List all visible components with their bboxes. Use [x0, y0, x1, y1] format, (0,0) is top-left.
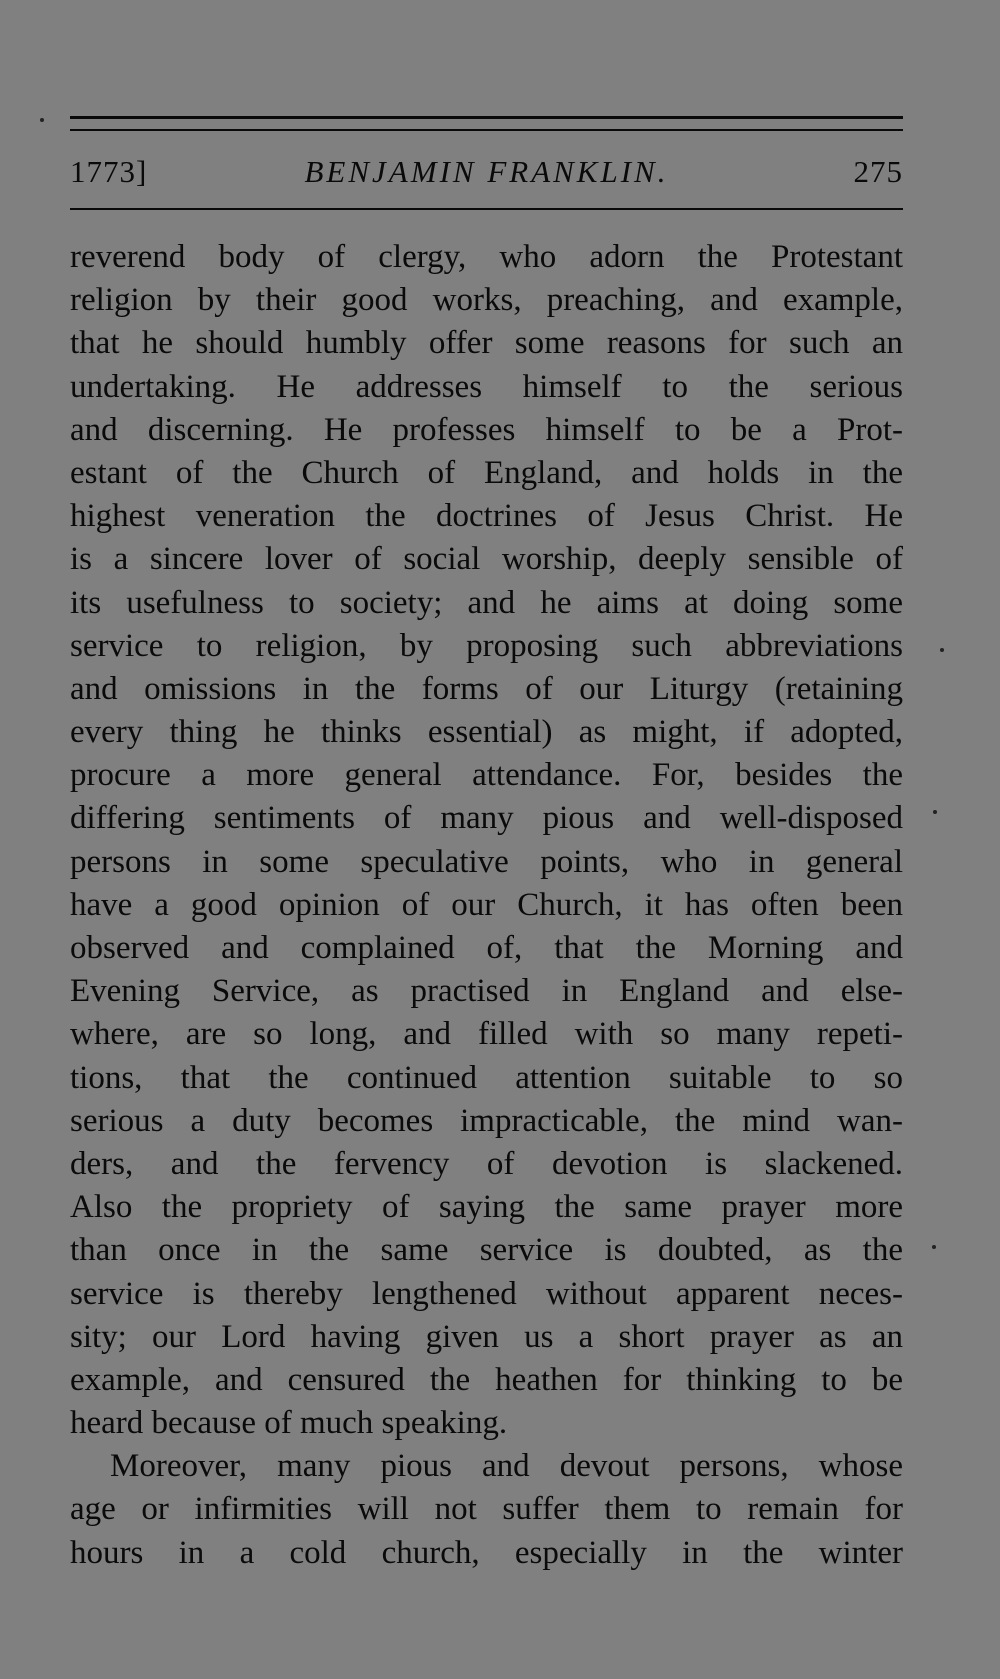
scan-speck — [932, 1245, 936, 1249]
text-line: age or infirmities will not suffer them to remain for — [70, 1491, 903, 1528]
text-line: estant of the Church of England, and holds in the — [70, 454, 903, 491]
text-line: reverend body of clergy, who adorn the Protestant — [70, 239, 903, 275]
paragraph-2 — [70, 1445, 903, 1575]
text-line: service is thereby lengthened without apparent neces- — [70, 1275, 903, 1312]
running-head — [70, 154, 903, 194]
body-text — [70, 236, 903, 1575]
text-line: Also the propriety of saying the same prayer more — [70, 1189, 903, 1226]
text-line: undertaking. He addresses himself to the serious — [70, 368, 903, 405]
running-head-year: 1773] — [70, 154, 148, 189]
text-line: observed and complained of, that the Morning and — [70, 930, 903, 966]
paragraph-1 — [70, 236, 903, 1445]
text-line: Moreover, many pious and devout persons, whose — [110, 1448, 903, 1485]
text-line: heard because of much speaking. — [70, 1405, 508, 1442]
scan-speck — [933, 810, 937, 814]
text-line: hours in a cold church, especially in the winter — [70, 1534, 903, 1571]
text-line: and omissions in the forms of our Liturgy (retaining — [70, 670, 903, 707]
text-line: sity; our Lord having given us a short prayer as an — [70, 1318, 903, 1355]
text-line: is a sincere lover of social worship, deeply sensible of — [70, 541, 903, 578]
text-line: every thing he thinks essential) as might, if adopted, — [70, 714, 903, 751]
text-line: procure a more general attendance. For, besides the — [70, 757, 903, 794]
text-line: service to religion, by proposing such abbreviations — [70, 627, 903, 664]
text-line: its usefulness to society; and he aims at doing some — [70, 584, 903, 621]
text-line: ders, and the fervency of devotion is slackened. — [70, 1145, 903, 1182]
top-rule-thin — [70, 129, 903, 131]
header-rule — [70, 208, 903, 210]
text-line: serious a duty becomes impracticable, the mind wan- — [70, 1102, 903, 1139]
text-line: Evening Service, as practised in England and else- — [70, 973, 903, 1010]
scan-speck — [40, 118, 44, 122]
text-line: than once in the same service is doubted, as the — [70, 1232, 903, 1269]
page-number: 275 — [853, 154, 903, 189]
text-line: where, are so long, and filled with so many repeti- — [70, 1016, 903, 1053]
running-head-title: BENJAMIN FRANKLIN. — [304, 154, 669, 189]
text-line: and discerning. He professes himself to be a Prot- — [70, 411, 903, 448]
text-line: highest veneration the doctrines of Jesus Christ. He — [70, 498, 903, 535]
text-line: example, and censured the heathen for thinking to be — [70, 1361, 903, 1398]
text-line: that he should humbly offer some reasons for such an — [70, 325, 903, 362]
text-line: persons in some speculative points, who in general — [70, 843, 903, 880]
text-line: religion by their good works, preaching, and example, — [70, 282, 903, 319]
text-line: differing sentiments of many pious and well-disposed — [70, 800, 903, 837]
text-line: have a good opinion of our Church, it has often been — [70, 886, 903, 923]
scan-speck — [940, 648, 944, 652]
top-rule-thick — [70, 116, 903, 119]
text-line: tions, that the continued attention suitable to so — [70, 1059, 903, 1096]
